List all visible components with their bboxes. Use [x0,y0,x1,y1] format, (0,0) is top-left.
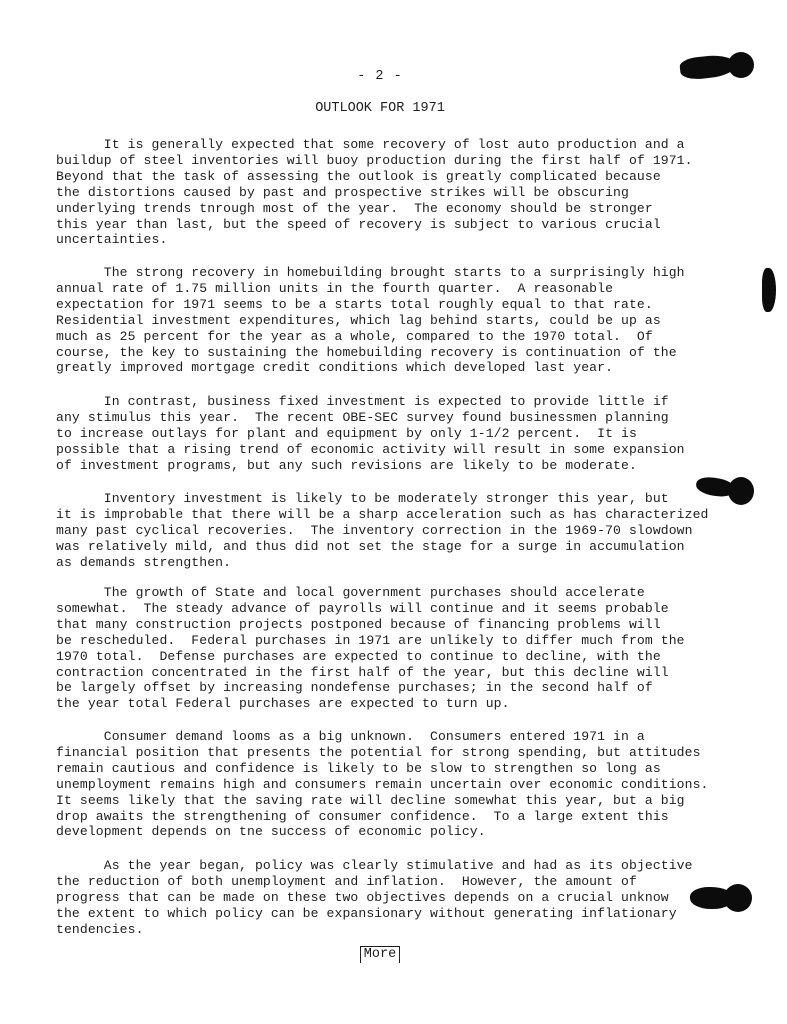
text-line: The strong recovery in homebuilding brought starts to a surprisingly high [56,265,685,280]
text-line: Inventory investment is likely to be moderately stronger this year, but [56,491,669,506]
text-line: underlying trends tnrough most of the year. The economy should be stronger [56,200,653,216]
text-line: course, the key to sustaining the homebuilding recovery is continuation of the [56,344,677,360]
paragraph-inventory [56,491,709,571]
text-line: possible that a rising trend of economic activity will result in some expansion [56,441,685,457]
text-line: expectation for 1971 seems to be a starts total roughly equal to that rate. [56,296,653,312]
text-line: uncertainties. [56,232,168,248]
continuation-label: More [360,946,400,963]
text-line: annual rate of 1.75 million units in the fourth quarter. A reasonable [56,280,614,296]
text-line: financial position that presents the potential for strong spending, but attitudes [56,744,701,760]
text-line: as demands strengthen. [56,554,232,570]
ink-blot-mid-right-dot [728,477,754,505]
text-line: the distortions caused by past and prospective strikes will be obscuring [56,184,629,200]
text-line: In contrast, business fixed investment is expected to provide little if [56,394,669,409]
paragraph-government-purchases [56,585,685,712]
text-line: the reduction of both unemployment and inflation. However, the amount of [56,873,637,889]
page-number: - 2 - [357,69,403,84]
continuation-marker [0,946,760,963]
text-line: this year than last, but the speed of recovery is subject to various crucial [56,216,661,232]
paragraph-homebuilding [56,265,685,376]
text-line: any stimulus this year. The recent OBE-SEC survey found businessmen planning [56,409,669,425]
text-line: Beyond that the task of assessing the outlook is greatly complicated because [56,168,661,184]
text-line: be largely offset by increasing nondefense purchases; in the second half of [56,680,653,696]
text-line: was relatively mild, and thus did not set the stage for a surge in accumulation [56,538,685,554]
ink-blot-right-margin [762,268,776,312]
ink-blot-bottom-right-dot [724,884,752,912]
paragraph-outlook-intro [56,137,693,248]
paragraph-policy [56,858,693,938]
text-line: the extent to which policy can be expansionary without generating inflationary [56,905,677,921]
page-title: OUTLOOK FOR 1971 [315,101,445,116]
text-line: be rescheduled. Federal purchases in 1971 are unlikely to differ much from the [56,632,685,648]
ink-blot-top-right-dot [728,52,754,78]
text-line: As the year began, policy was clearly stimulative and had as its objective [56,858,693,873]
text-line: the year total Federal purchases are expected to turn up. [56,696,510,712]
paragraph-business-investment [56,394,685,474]
text-line: tendencies. [56,921,144,937]
text-line: somewhat. The steady advance of payrolls will continue and it seems probable [56,600,669,616]
text-line: unemployment remains high and consumers remain uncertain over economic conditions. [56,776,709,792]
text-line: Consumer demand looms as a big unknown. Consumers entered 1971 in a [56,729,645,744]
paragraph-consumer-demand [56,729,709,840]
text-line: of investment programs, but any such revisions are likely to be moderate. [56,457,637,473]
text-line: to increase outlays for plant and equipment by only 1-1/2 percent. It is [56,425,637,441]
text-line: drop awaits the strengthening of consumer confidence. To a large extent this [56,808,669,824]
text-line: It seems likely that the saving rate will decline somewhat this year, but a big [56,792,685,808]
text-line: The growth of State and local government purchases should accelerate [56,585,645,600]
text-line: contraction concentrated in the first half of the year, but this decline will [56,664,669,680]
text-line: remain cautious and confidence is likely to be slow to strengthen so long as [56,760,661,776]
text-line: development depends on tne success of economic policy. [56,824,486,840]
text-line: progress that can be made on these two objectives depends on a crucial unknow [56,889,669,905]
text-line: many past cyclical recoveries. The inventory correction in the 1969-70 slowdown [56,522,693,538]
text-line: it is improbable that there will be a sharp acceleration such as has characterized [56,506,709,522]
text-line: buildup of steel inventories will buoy production during the first half of 1971. [56,152,693,168]
text-line: greatly improved mortgage credit conditions which developed last year. [56,360,614,376]
text-line: It is generally expected that some recovery of lost auto production and a [56,137,685,152]
text-line: Residential investment expenditures, which lag behind starts, could be up as [56,312,661,328]
text-line: that many construction projects postponed because of financing problems will [56,616,661,632]
text-line: much as 25 percent for the year as a whole, compared to the 1970 total. Of [56,328,653,344]
text-line: 1970 total. Defense purchases are expected to continue to decline, with the [56,648,661,664]
